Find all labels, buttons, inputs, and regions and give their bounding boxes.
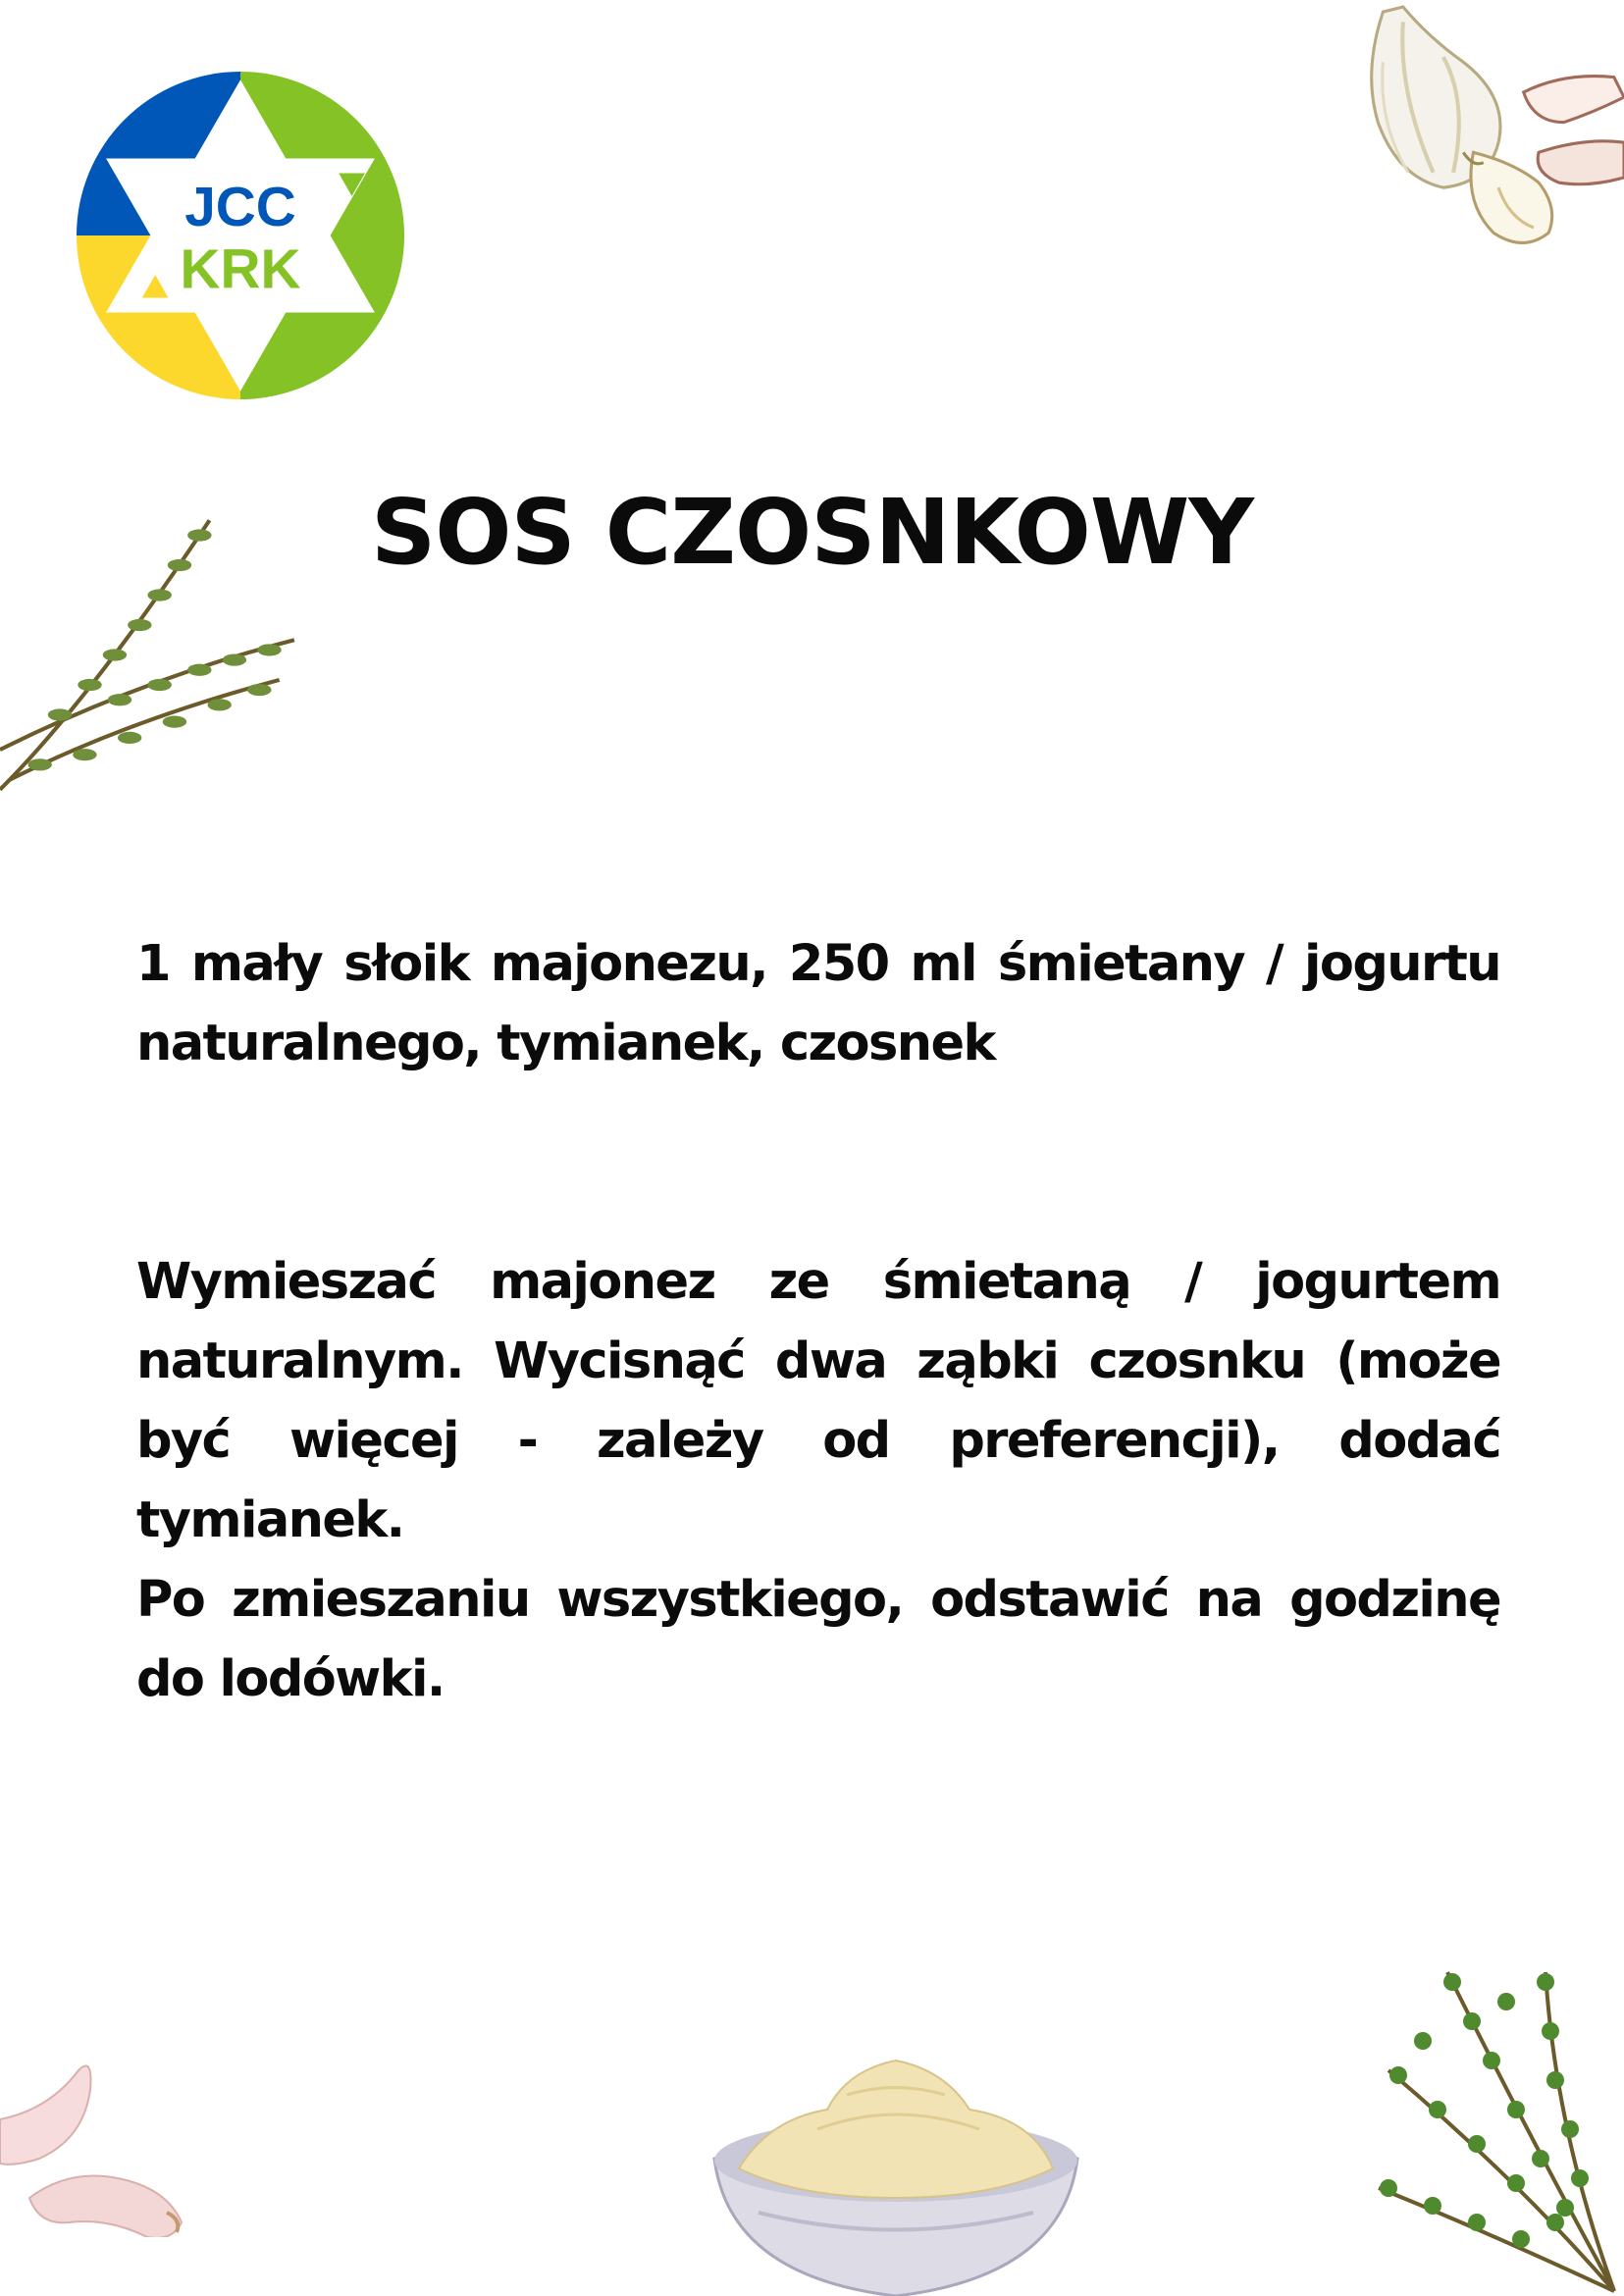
instructions-text bbox=[136, 1242, 1500, 1719]
garlic-cloves-icon bbox=[0, 2051, 196, 2237]
logo-line2: KRK bbox=[180, 238, 301, 301]
thyme-bunch-icon bbox=[1359, 1953, 1624, 2296]
instruction-step-1: Wymieszać majonez ze śmietaną / jogurtem naturalnym. Wycisnąć dwa ząbki czosnku (może być więcej - zależy od preferencji), dodać tymianek. bbox=[136, 1253, 1500, 1549]
sauce-bowl-icon bbox=[699, 2051, 1093, 2296]
recipe-title: SOS CZOSNKOWY bbox=[371, 480, 1253, 585]
instruction-step-2: Po zmieszaniu wszystkiego, odstawić na godzinę do lodówki. bbox=[136, 1571, 1500, 1708]
jcc-krk-logo bbox=[77, 72, 404, 399]
ingredients-text bbox=[136, 924, 1500, 1083]
logo-line1: JCC bbox=[184, 176, 296, 238]
garlic-bulb-icon bbox=[1323, 0, 1624, 275]
ingredients-paragraph: 1 mały słoik majonezu, 250 ml śmietany / jogurtu naturalnego, tymianek, czosnek bbox=[136, 935, 1500, 1072]
